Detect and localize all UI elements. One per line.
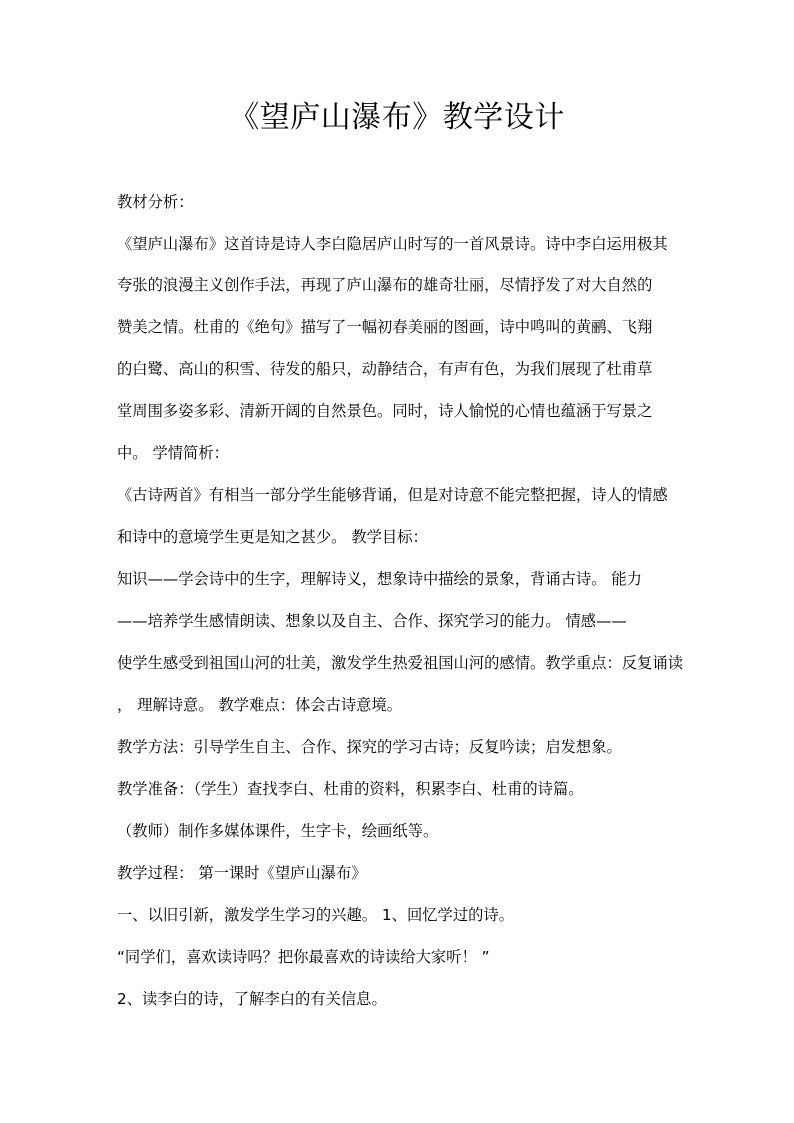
paragraph-line: 知识——学会诗中的生字，理解诗义，想象诗中描绘的景象，背诵古诗。 能力 [117,570,642,588]
paragraph-line: 2、读李白的诗，了解李白的有关信息。 [117,990,387,1008]
paragraph-line: 一、以旧引新，激发学生学习的兴趣。 1、回忆学过的诗。 [117,906,515,924]
paragraph-line: 教学准备：（学生）查找李白、杜甫的资料，积累李白、杜甫的诗篇。 [117,780,584,798]
paragraph-line: 教学过程： 第一课时《望庐山瀑布》 [117,864,367,882]
paragraph-line: 夸张的浪漫主义创作手法，再现了庐山瀑布的雄奇壮丽，尽情抒发了对大自然的 [117,276,653,294]
paragraph-line: 的白鹭、高山的积雪、待发的船只，动静结合，有声有色，为我们展现了杜甫草 [117,360,653,378]
paragraph-line: ——培养学生感情朗读、想象以及自主、合作、探究学习的能力。 情感—— [117,612,627,630]
paragraph-line: （教师）制作多媒体课件，生字卡，绘画纸等。 [117,822,439,840]
document-title: 《望庐山瀑布》教学设计 [229,100,565,135]
paragraph-line: 堂周围多姿多彩、清新开阔的自然景色。同时，诗人愉悦的心情也蕴涵于写景之 [117,402,653,420]
paragraph-line: 《古诗两首》有相当一部分学生能够背诵，但是对诗意不能完整把握，诗人的情感 [117,486,668,504]
paragraph-line: ， 理解诗意。 教学难点：体会古诗意境。 [117,696,403,714]
paragraph-line: 和诗中的意境学生更是知之甚少。 教学目标： [117,528,428,546]
section-heading-textbook-analysis: 教材分析： [117,193,194,211]
paragraph-line: “同学们，喜欢读诗吗？把你最喜欢的诗读给大家听！ ” [117,948,490,966]
paragraph-line: 使学生感受到祖国山河的壮美，激发学生热爱祖国山河的感情。教学重点：反复诵读 [117,654,683,672]
paragraph-line: 《望庐山瀑布》这首诗是诗人李白隐居庐山时写的一首风景诗。诗中李白运用极其 [117,235,668,253]
paragraph-line: 赞美之情。杜甫的《绝句》描写了一幅初春美丽的图画，诗中鸣叫的黄鹂、飞翔 [117,318,653,336]
paragraph-line: 教学方法：引导学生自主、合作、探究的学习古诗；反复吟读；启发想象。 [117,738,622,756]
paragraph-line: 中。 学情简析： [117,444,229,462]
